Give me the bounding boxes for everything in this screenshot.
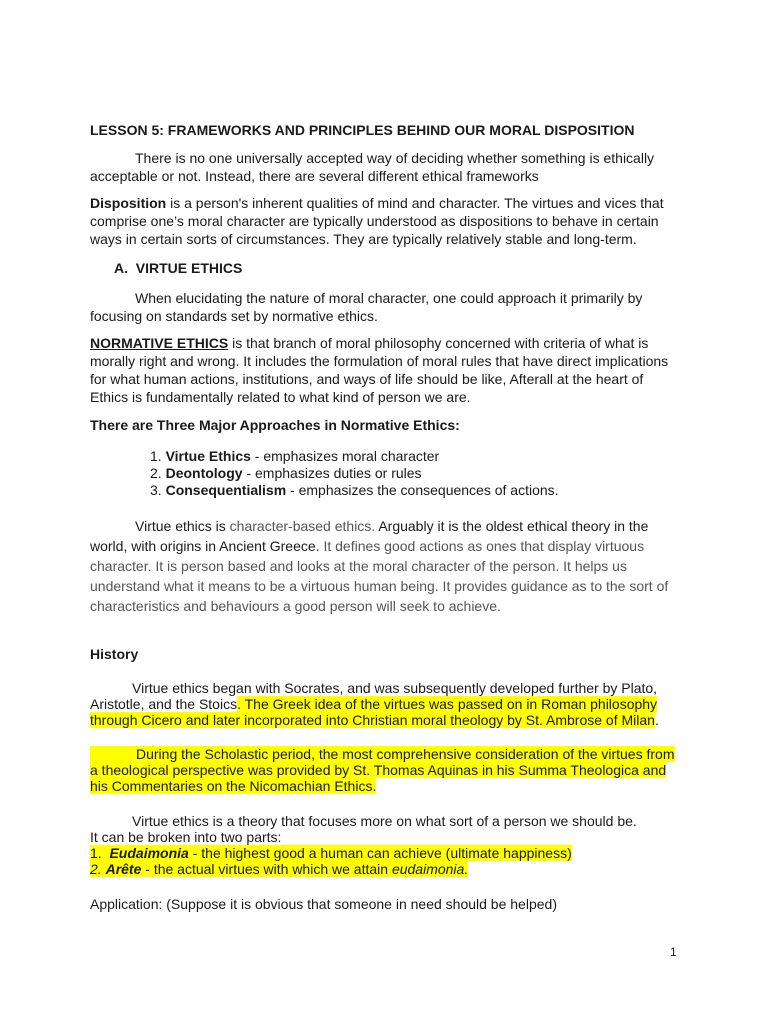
virtue-text-5: It provides guidance as to the sort of characteristics and behaviours a good person will seek to achieve. [90,578,669,614]
theory-line-2: It can be broken into two parts: [90,829,282,845]
approach-desc: - emphasizes duties or rules [242,465,422,481]
virtue-ethics-paragraph [90,516,682,616]
list-item [150,448,682,465]
virtue-text-3: Arguably it is the oldest ethical theory in the world, with origins in Ancient Greece. [90,518,649,554]
history-paragraph-1 [90,680,682,728]
eudaimonia-desc: - the highest good a human can achieve (ultimate happiness) [188,845,572,861]
list-item [150,465,682,482]
normative-paragraph [90,334,682,406]
eudaimonia-term: Eudaimonia [109,845,189,861]
virtue-text-1: Virtue ethics is [135,518,230,534]
list-item [150,482,682,499]
normative-term: NORMATIVE ETHICS [90,335,229,351]
normative-text: is that branch of moral philosophy concerned with criteria of what is morally right and wrong. It includes the formulation of moral rules that have direct implications for what human actions, institutions, and ways of life should be like, Afterall at the heart of Ethics is fundamentally related to what kind of person we are. [90,335,669,405]
disposition-text: is a person's inherent qualities of mind and character. The virtues and vices that comprise one’s moral character are typically understood as dispositions to behave in certain ways in certain sorts of circumstances. They are typically relatively stable and long-term. [90,195,664,247]
approach-term: Deontology [165,465,243,481]
arete-term: Arête [105,861,142,877]
section-a-marker: A. [114,260,128,276]
intro-paragraph [90,149,682,185]
approaches-heading: There are Three Major Approaches in Normative Ethics: [90,417,460,433]
disposition-term: Disposition [90,195,167,211]
history-highlight: . The Greek idea of the virtues was passed on in Roman philosophy through Cicero and later incorporated into Christian moral theology by St. Ambrose of Milan [90,696,658,728]
history-text: Virtue ethics began with Socrates, and was subsequently developed further by Plato, Aristotle, and the Stoics [90,680,658,712]
scholastic-highlight: During the Scholastic period, the most comprehensive consideration of the virtues from a theological perspective was provided by St. Thomas Aquinas in his Summa Theologica and his Commentaries on the Nicomachian Ethics. [90,746,675,794]
list-item [90,845,682,861]
list-number: 2. [90,861,102,877]
history-end: . [654,712,659,728]
elucidating-paragraph: When elucidating the nature of moral character, one could approach it primarily by focusing on standards set by normative ethics. [90,290,643,324]
virtue-text-2: character-based ethics. [229,518,376,534]
arete-tail: eudaimonia. [391,861,469,877]
lesson-title: LESSON 5: FRAMEWORKS AND PRINCIPLES BEHIND OUR MORAL DISPOSITION [90,122,635,138]
list-number: 1. [90,845,102,861]
page-number: 1 [670,945,677,959]
list-item [90,861,682,877]
list-number: 1. [150,448,162,464]
history-paragraph-2 [90,746,682,794]
section-a-heading [90,259,706,277]
theory-block [90,813,682,877]
approach-desc: - emphasizes moral character [250,448,440,464]
approaches-list [90,448,682,499]
disposition-paragraph [90,194,682,248]
history-heading: History [90,646,139,662]
list-number: 3. [150,482,162,498]
intro-line-1: There is no one universally accepted way of deciding whether something is ethically [135,150,655,166]
approach-desc: - emphasizes the consequences of actions. [286,482,559,498]
theory-line-1: Virtue ethics is a theory that focuses more on what sort of a person we should be. [132,813,637,829]
application-line: Application: (Suppose it is obvious that someone in need should be helped) [90,896,557,912]
intro-line-2: acceptable or not. Instead, there are several different ethical frameworks [90,168,539,184]
section-a-title: VIRTUE ETHICS [135,260,243,276]
virtue-text-4: It defines good actions as ones that display virtuous character. It is person based and looks at the moral character of the person. It helps us understand what it means to be a virtuous human being. [90,538,645,594]
arete-desc: - the actual virtues with which we attain [141,861,392,877]
list-number: 2. [150,465,162,481]
approach-term: Virtue Ethics [165,448,251,464]
approach-term: Consequentialism [165,482,287,498]
